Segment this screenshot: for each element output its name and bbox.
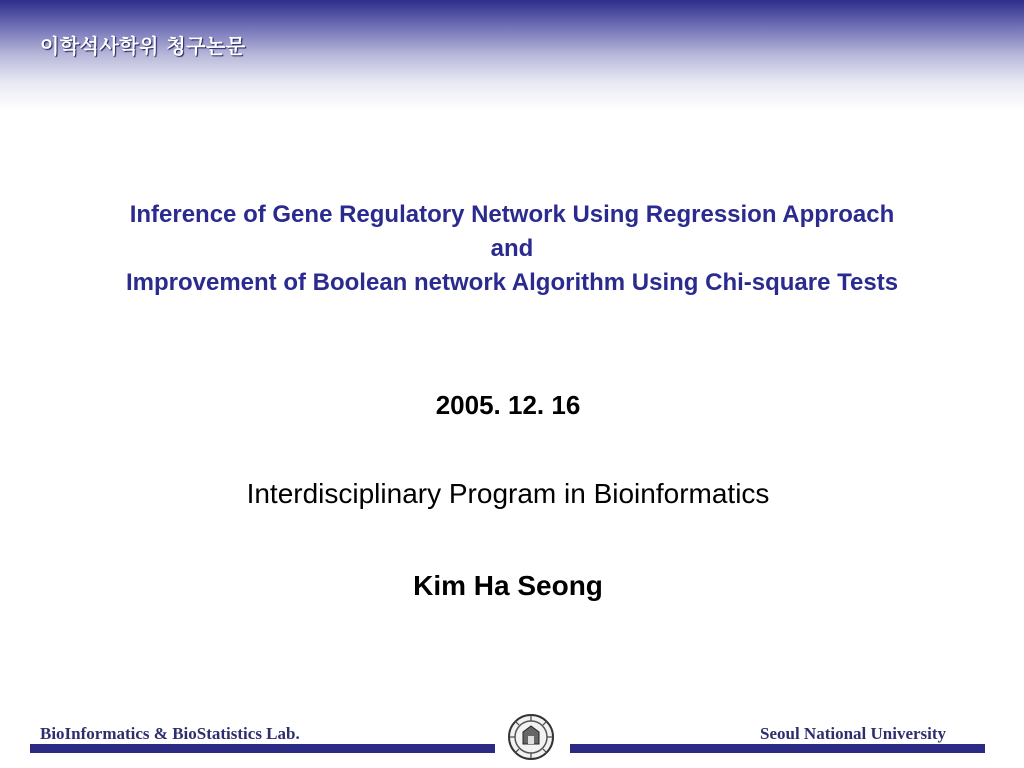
author-name: Kim Ha Seong <box>413 570 603 601</box>
program-name: Interdisciplinary Program in Bioinformatics <box>246 478 770 509</box>
university-emblem-icon <box>505 712 557 762</box>
header-title: 이학석사학위 청구논문 <box>40 34 246 58</box>
thesis-title-line-1: Inference of Gene Regulatory Network Using Regression Approach <box>129 201 895 228</box>
thesis-title-line-2: and <box>490 235 534 262</box>
thesis-title-line-3: Improvement of Boolean network Algorithm Using Chi-square Tests <box>125 269 899 296</box>
presentation-date: 2005. 12. 16 <box>435 390 581 420</box>
university-name: Seoul National University <box>760 724 947 743</box>
lab-name: BioInformatics & BioStatistics Lab. <box>40 724 300 743</box>
footer-bar-left <box>30 744 495 753</box>
thesis-title <box>0 198 1024 300</box>
footer-bar-right <box>570 744 985 753</box>
